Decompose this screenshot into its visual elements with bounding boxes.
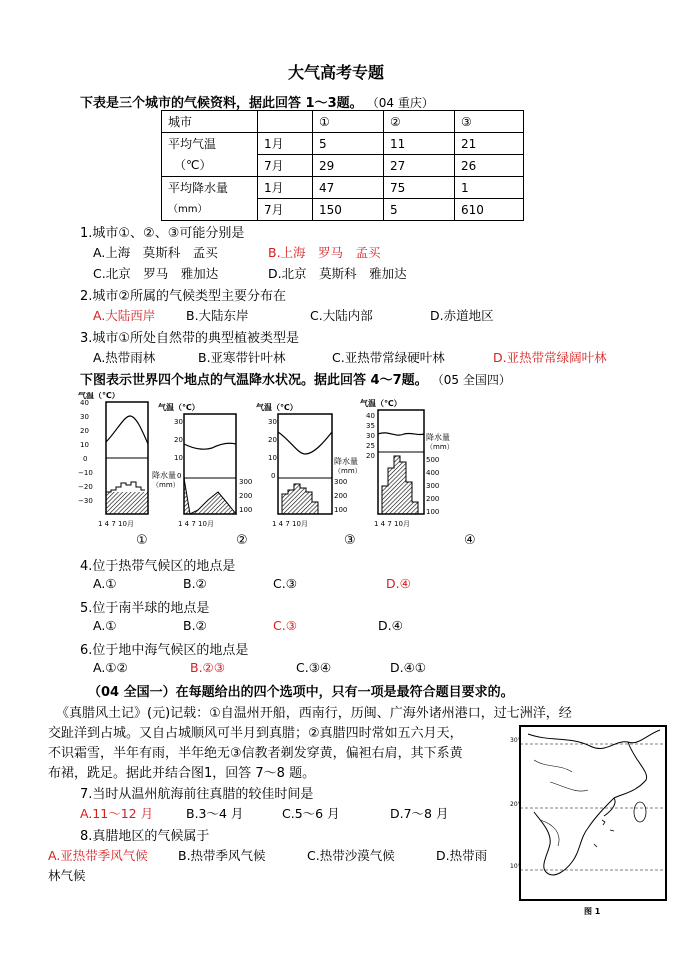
q7-option-d[interactable]: D.7～8 月 — [390, 806, 449, 821]
tick-label: 200 — [334, 492, 348, 500]
table-header-cell: 城市 — [162, 111, 258, 133]
precip-label-cell — [162, 177, 258, 221]
q1-option-a[interactable]: A.上海 莫斯科 孟买 — [93, 245, 218, 260]
q2-option-d[interactable]: D.赤道地区 — [430, 308, 494, 323]
tick-label: 40 — [80, 399, 89, 407]
tick-label: 100 — [334, 506, 348, 514]
chart-precip-label: 降水量 — [152, 471, 176, 480]
q7-option-b[interactable]: B.3～4 月 — [186, 806, 244, 821]
table-header-row — [162, 111, 524, 133]
climate-chart-4 — [360, 398, 454, 528]
map-figure — [510, 720, 670, 920]
q4-option-b[interactable]: B.② — [183, 576, 207, 591]
table-header-cell: ① — [313, 111, 384, 133]
passage-line: 布裙，跣足。据此并结合图1，回答 7～8 题。 — [48, 766, 316, 781]
tick-label: 20 — [268, 436, 277, 444]
chart-temp-label: 气温（℃） — [158, 403, 200, 412]
q3-option-a[interactable]: A.热带雨林 — [93, 350, 156, 365]
table-cell: 29 — [313, 155, 384, 177]
tick-label: 25 — [366, 442, 375, 450]
tick-label: 100 — [426, 508, 440, 516]
tick-label: 0 — [83, 455, 88, 463]
q6-option-c[interactable]: C.③④ — [296, 660, 332, 675]
tick-label: 100 — [239, 506, 253, 514]
tick-label: 40 — [366, 412, 375, 420]
precip-unit: （mm） — [168, 203, 208, 215]
tick-label: 10 — [268, 454, 277, 462]
q5-option-b[interactable]: B.② — [183, 618, 207, 633]
chart-number-4: ④ — [464, 533, 476, 548]
passage-line: 《真腊风土记》(元)记载：①自温州开船，西南行，历闽、广海外诸州港口，过七洲洋，经 — [56, 706, 572, 721]
latitude-label: 10° — [510, 863, 521, 870]
month-ticks: 1 4 7 10月 — [272, 520, 308, 528]
tick-label: 30 — [366, 432, 375, 440]
table-cell: 27 — [384, 155, 455, 177]
tick-label: 20 — [174, 436, 183, 444]
section3-intro: （04 全国一）在每题给出的四个选项中，只有一项是最符合题目要求的。 — [88, 685, 514, 700]
passage-line: 不识霜雪，半年有雨，半年绝无③信教者剃发穿黄，偏袒右肩，其下系黄 — [48, 746, 463, 761]
latitude-label: 20° — [510, 801, 521, 808]
table-cell: 1月 — [258, 177, 313, 199]
section2-intro-text: 下图表示世界四个地点的气温降水状况。据此回答 4～7题。 — [80, 373, 428, 388]
tick-label: 300 — [334, 478, 348, 486]
q6-option-b[interactable]: B.②③ — [190, 660, 225, 675]
tick-label: 300 — [426, 482, 440, 490]
q8-stem: 8.真腊地区的气候属于 — [80, 829, 210, 844]
precip-bars — [282, 484, 318, 514]
q7-option-c[interactable]: C.5～6 月 — [282, 806, 340, 821]
precip-bars — [106, 492, 148, 514]
q5-stem: 5.位于南半球的地点是 — [80, 601, 210, 616]
table-cell: 47 — [313, 177, 384, 199]
chart-temp-label: 气温（℃） — [360, 399, 402, 408]
tick-label: 500 — [426, 456, 440, 464]
chart-number-1: ① — [136, 533, 148, 548]
chart-temp-label: 气温（℃） — [78, 392, 120, 400]
table-cell: 5 — [313, 133, 384, 155]
section1-intro — [80, 92, 434, 111]
chart-precip-label: 降水量 — [334, 457, 358, 466]
tick-label: 0 — [271, 472, 276, 480]
q2-option-c[interactable]: C.大陆内部 — [310, 308, 373, 323]
table-cell: 7月 — [258, 199, 313, 221]
chart-temp-label: 气温（℃） — [256, 403, 298, 412]
tick-label: 30 — [174, 418, 183, 426]
tick-label: 10 — [80, 441, 89, 449]
table-cell: 1 — [455, 177, 524, 199]
q6-option-a[interactable]: A.①② — [93, 660, 128, 675]
q8-option-d[interactable]: D.热带雨 — [436, 848, 488, 863]
q5-option-d[interactable]: D.④ — [378, 618, 403, 633]
temp-label-cell — [162, 133, 258, 177]
table-cell: 150 — [313, 199, 384, 221]
table-row — [162, 133, 524, 155]
q2-option-a[interactable]: A.大陆西岸 — [93, 308, 156, 323]
map-frame — [520, 726, 666, 900]
tick-label: −10 — [78, 469, 93, 477]
tick-label: 200 — [239, 492, 253, 500]
temp-curve — [184, 443, 236, 449]
q3-option-b[interactable]: B.亚寒带针叶林 — [198, 350, 286, 365]
tick-label: 30 — [80, 413, 89, 421]
precip-label: 平均降水量 — [168, 180, 229, 195]
q4-option-c[interactable]: C.③ — [273, 576, 297, 591]
section1-intro-text: 下表是三个城市的气候资料，据此回答 1～3题。 — [80, 96, 363, 111]
q3-stem: 3.城市①所处自然带的典型植被类型是 — [80, 331, 300, 346]
month-ticks: 1 4 7 10月 — [178, 520, 214, 528]
table-cell: 21 — [455, 133, 524, 155]
q3-option-c[interactable]: C.亚热带常绿硬叶林 — [332, 350, 445, 365]
q2-option-b[interactable]: B.大陆东岸 — [186, 308, 249, 323]
chart-precip-unit: （mm） — [426, 443, 454, 451]
q1-option-c[interactable]: C.北京 罗马 雅加达 — [93, 266, 219, 281]
q1-stem: 1.城市①、②、③可能分别是 — [80, 226, 245, 241]
table-cell: 11 — [384, 133, 455, 155]
climate-charts-figure — [78, 392, 508, 532]
chart-number-2: ② — [236, 533, 248, 548]
table-cell: 5 — [384, 199, 455, 221]
chart-precip-label: 降水量 — [426, 433, 450, 442]
tick-label: 10 — [174, 454, 183, 462]
q8-option-b[interactable]: B.热带季风气候 — [178, 848, 266, 863]
table-cell: 75 — [384, 177, 455, 199]
tick-label: 20 — [366, 452, 375, 460]
climate-chart-1 — [78, 392, 148, 528]
q4-stem: 4.位于热带气候区的地点是 — [80, 559, 236, 574]
table-cell: 26 — [455, 155, 524, 177]
q2-stem: 2.城市②所属的气候类型主要分布在 — [80, 289, 287, 304]
month-ticks: 1 4 7 10月 — [374, 520, 410, 528]
temp-label: 平均气温 — [168, 136, 217, 151]
chart-precip-unit: （mm） — [152, 481, 180, 489]
q8-option-c[interactable]: C.热带沙漠气候 — [307, 848, 395, 863]
chart-number-3: ③ — [344, 533, 356, 548]
tick-label: −30 — [78, 497, 93, 505]
q4-option-d[interactable]: D.④ — [386, 576, 411, 591]
tick-label: 30 — [268, 418, 277, 426]
table-row — [162, 177, 524, 199]
q7-option-a[interactable]: A.11～12 月 — [80, 806, 154, 821]
tick-label: 35 — [366, 422, 375, 430]
table-cell: 610 — [455, 199, 524, 221]
precip-bars — [184, 478, 236, 514]
q5-option-c[interactable]: C.③ — [273, 618, 297, 633]
tick-label: 200 — [426, 495, 440, 503]
tick-label: 20 — [80, 427, 89, 435]
chart-precip-unit: （mm） — [334, 467, 362, 475]
tick-label: 300 — [239, 478, 253, 486]
table-cell: 1月 — [258, 133, 313, 155]
q6-option-d[interactable]: D.④① — [390, 660, 427, 675]
tick-label: 400 — [426, 469, 440, 477]
tick-label: 0 — [177, 472, 182, 480]
q1-option-b[interactable]: B.上海 罗马 孟买 — [268, 245, 381, 260]
latitude-label: 30° — [510, 737, 521, 744]
climate-chart-3 — [256, 402, 362, 528]
temp-curve — [278, 432, 332, 454]
precip-bars — [382, 456, 418, 514]
table-cell: 7月 — [258, 155, 313, 177]
section2-source: （05 全国四） — [431, 373, 511, 387]
q8-option-d-continued: 林气候 — [48, 868, 86, 883]
q3-option-d[interactable]: D.亚热带常绿阔叶林 — [493, 350, 607, 365]
tick-label: −20 — [78, 483, 93, 491]
q5-option-a[interactable]: A.① — [93, 618, 117, 633]
section1-source: （04 重庆） — [366, 96, 434, 110]
temp-curve — [378, 433, 424, 435]
month-ticks: 1 4 7 10月 — [98, 520, 134, 528]
temp-curve — [106, 416, 148, 444]
passage-line: 交趾洋到占城。又自占城顺风可半月到真腊；②真腊四时常如五六月天， — [48, 726, 463, 741]
page-title: 大气高考专题 — [288, 63, 385, 82]
climate-chart-2 — [152, 402, 252, 528]
table-header-cell — [258, 111, 313, 133]
temp-unit: （℃） — [174, 157, 212, 172]
q6-stem: 6.位于地中海气候区的地点是 — [80, 643, 249, 658]
table-header-cell: ③ — [455, 111, 524, 133]
q7-stem: 7.当时从温州航海前往真腊的较佳时间是 — [80, 787, 314, 802]
q8-option-a[interactable]: A.亚热带季风气候 — [48, 848, 148, 863]
section2-intro — [80, 369, 511, 388]
climate-table — [161, 110, 524, 221]
map-caption: 图 1 — [584, 907, 601, 916]
q4-option-a[interactable]: A.① — [93, 576, 117, 591]
q1-option-d[interactable]: D.北京 莫斯科 雅加达 — [268, 266, 407, 281]
table-header-cell: ② — [384, 111, 455, 133]
